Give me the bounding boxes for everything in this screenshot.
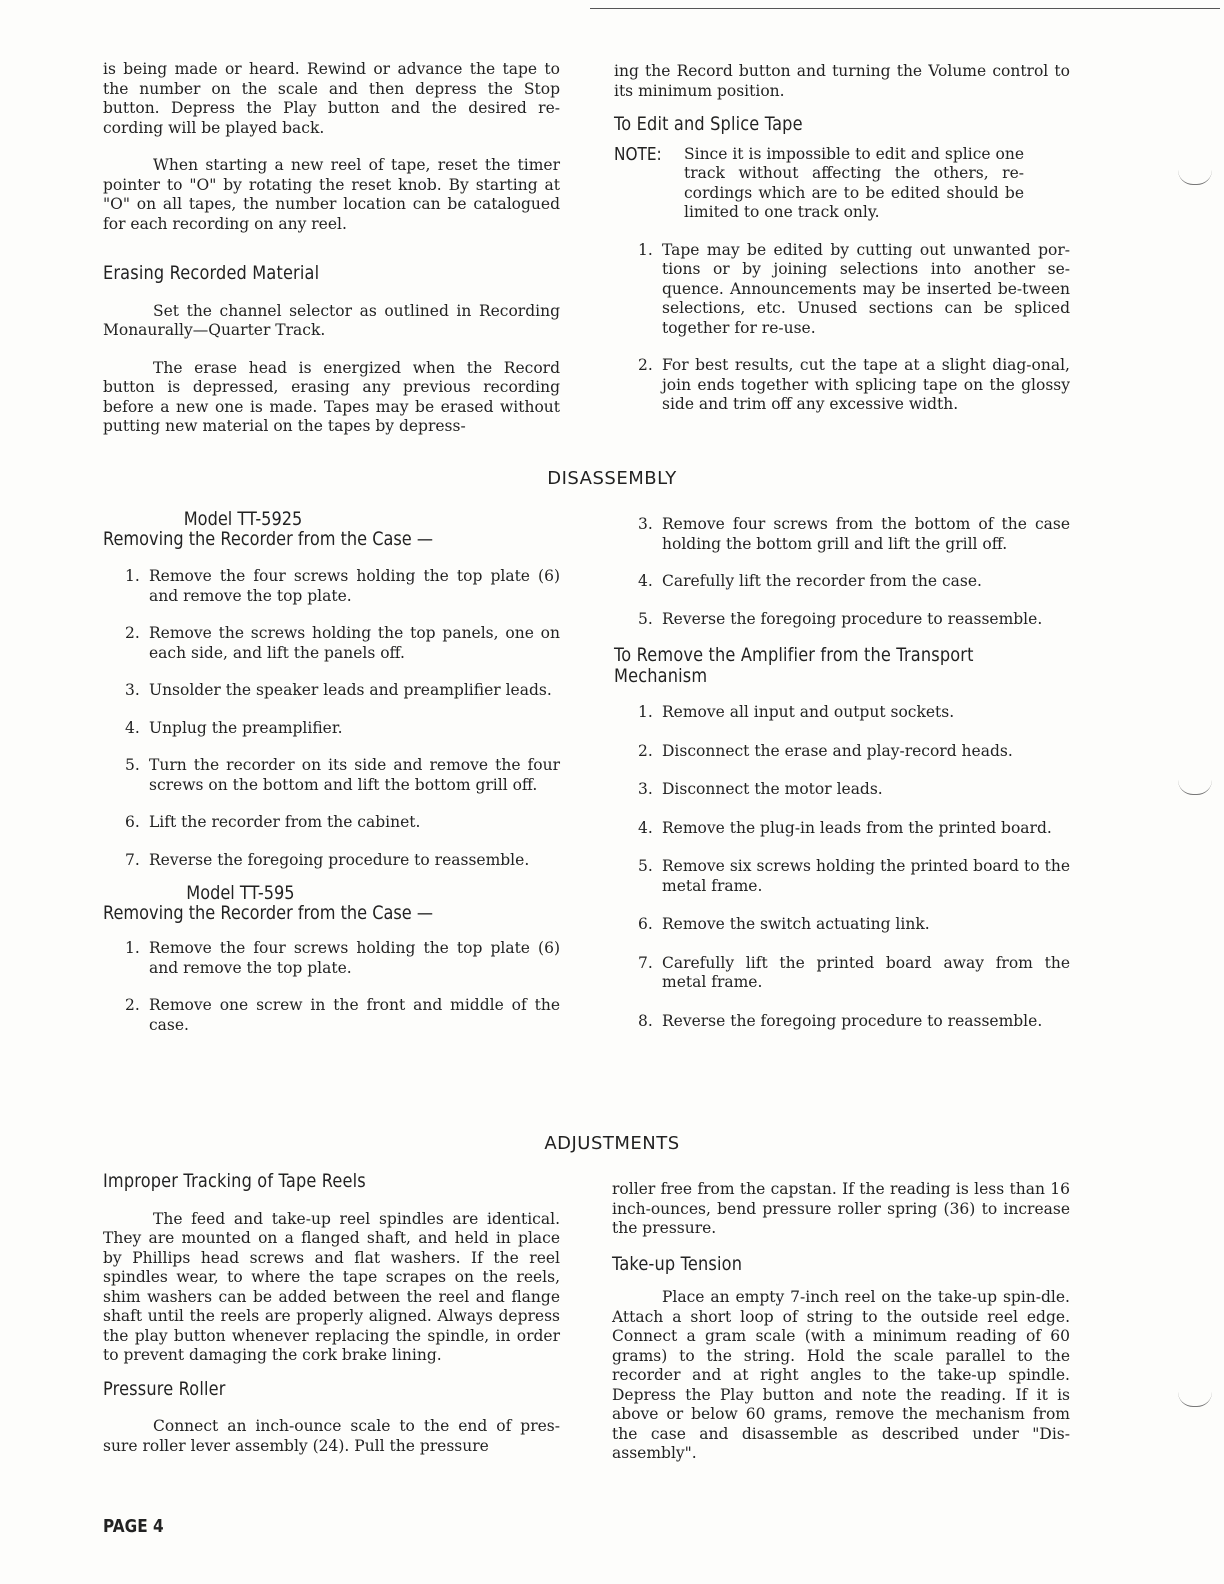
item-text: Remove the plug-in leads from the printed board. [662,818,1052,837]
paragraph: The erase head is energized when the Record button is depressed, erasing any previous recording before a new one is made. Tapes may be erased without putting new material on the tapes by depress- [103,358,560,435]
section-heading: Improper Tracking of Tape Reels [103,1170,366,1192]
list-item [638,819,1070,839]
list-item [638,703,1070,723]
list-item [125,996,560,1035]
paragraph: The feed and take-up reel spindles are identical. They are mounted on a flanged shaft, and held in place by Phillips head screws and flat washers. If the reel spindles wear, to where the tape scrapes on the reels, shim washers can be added between the reel and flange shaft until the reels are properly aligned. Always depress the play button whenever replacing the spindle, in order to prevent damaging the cork brake lining. [103,1209,560,1364]
right-middle-column [614,515,1070,1031]
item-text: Carefully lift the recorder from the case. [662,572,982,590]
removal-list [103,567,560,870]
removal-list [103,939,560,1035]
item-text: Reverse the foregoing procedure to reassemble. [662,609,1043,628]
note [614,145,1070,223]
item-text: Remove one screw in the front and middle of the case. [149,996,560,1034]
list-item [125,756,560,795]
section-heading: To Remove the Amplifier from the Transport Mechanism [614,644,974,687]
note-label: NOTE: [614,143,662,165]
list-item [638,241,1070,339]
section-heading: To Edit and Splice Tape [614,113,803,135]
item-text: Carefully lift the printed board away from the metal frame. [662,953,1070,991]
item-number: 7. [638,953,653,972]
list-item [638,515,1070,554]
item-text: Remove six screws holding the printed board to the metal frame. [662,857,1070,895]
list-item [125,567,560,606]
list-item [638,780,1070,800]
paragraph: is being made or heard. Rewind or advance the tape to the number on the scale and then depress the Stop button. Depress the Play button and the desired re-cording will be played back. [103,60,560,137]
left-top-column [103,60,560,437]
item-text: Unsolder the speaker leads and preamplifier leads. [149,681,552,699]
item-number: 6. [638,915,653,933]
item-number: 7. [125,850,140,869]
paragraph: Set the channel selector as outlined in Recording Monaurally—Quarter Track. [103,301,560,339]
list-item [638,572,1070,592]
list-item [125,851,560,871]
item-number: 2. [125,624,140,642]
item-text: Remove four screws from the bottom of the case holding the bottom grill and lift the grill off. [662,515,1070,553]
section-heading: Pressure Roller [103,1377,226,1400]
item-text: Remove the screws holding the top panels, one on each side, and lift the panels off. [149,624,560,662]
page-number: PAGE 4 [103,1516,164,1537]
amplifier-list [614,703,1070,1031]
item-number: 4. [638,818,653,837]
item-text: Remove the four screws holding the top plate (6) and remove the top plate. [149,567,560,605]
item-text: Reverse the foregoing procedure to reassemble. [149,850,530,869]
item-text: Unplug the preamplifier. [149,718,343,737]
edit-list [614,241,1070,415]
adjustments-heading: ADJUSTMENTS [544,1133,680,1154]
list-item [638,356,1070,415]
item-text: Disconnect the erase and play-record heads. [662,741,1013,760]
section-heading: Take-up Tension [612,1252,743,1275]
list-item [638,954,1070,993]
item-text: Tape may be edited by cutting out unwanted por-tions or by joining selections into another se-quence. Announcements may be inserted be-tween selections, etc. Unused sections can be spliced together for re-use. [662,240,1070,337]
item-text: Turn the recorder on its side and remove the four screws on the bottom and lift the bottom grill off. [149,756,560,794]
model-label: Model TT-595 [186,882,295,904]
section-heading: Erasing Recorded Material [103,262,320,284]
subsection-title: Removing the Recorder from the Case — [103,901,434,924]
note-text: Since it is impossible to edit and splice one track without affecting the others, re-cordings which are to be edited should be limited to one track only. [684,144,1024,221]
item-text: Remove all input and output sockets. [662,703,955,721]
list-item [638,610,1070,630]
disassembly-heading: DISASSEMBLY [547,468,677,489]
item-number: 5. [638,609,653,628]
model-label: Model TT-5925 [183,508,303,530]
item-number: 5. [638,857,653,875]
item-number: 3. [638,780,653,798]
list-item [638,1012,1070,1032]
item-number: 2. [638,356,653,374]
right-top-column [614,62,1070,415]
binder-hole-mark [1178,780,1212,795]
item-number: 1. [638,703,653,721]
item-text: Lift the recorder from the cabinet. [149,813,421,831]
item-text: Remove the switch actuating link. [662,915,930,933]
list-item [125,719,560,739]
item-number: 4. [638,572,653,590]
list-item [638,915,1070,935]
list-item [125,624,560,663]
list-item [125,681,560,701]
item-number: 3. [125,681,140,699]
list-item [638,857,1070,896]
binder-hole-mark [1178,1392,1212,1407]
item-text: Remove the four screws holding the top plate (6) and remove the top plate. [149,939,560,977]
item-number: 1. [125,567,140,585]
paragraph: roller free from the capstan. If the reading is less than 16 inch-ounces, bend pressure roller spring (36) to increase the pressure. [612,1180,1070,1237]
paragraph: Connect an inch-ounce scale to the end of pres-sure roller lever assembly (24). Pull the pressure [103,1417,560,1455]
paragraph: When starting a new reel of tape, reset the timer pointer to "O" by rotating the reset knob. By starting at "O" on all tapes, the number location can be catalogued for each recording on any reel. [103,156,560,233]
left-middle-column [103,510,560,1035]
subsection-title: Removing the Recorder from the Case — [103,527,434,550]
item-number: 5. [125,756,140,774]
paragraph: Place an empty 7-inch reel on the take-up spin-dle. Attach a short loop of string to the outside reel edge. Connect a gram scale (with a minimum reading of 60 grams) to the string. Hold the scale parallel to the recorder and at right angles to the take-up spindle. Depress the Play button and note the reading. If it is above or below 60 grams, remove the mechanism from the case and disassemble as described under "Dis-assembly". [612,1288,1070,1462]
item-number: 8. [638,1011,653,1030]
list-item [125,939,560,978]
item-number: 2. [638,741,653,760]
item-number: 2. [125,996,140,1014]
item-number: 4. [125,718,140,737]
item-number: 6. [125,813,140,831]
list-item [125,813,560,833]
item-number: 3. [638,515,653,533]
binder-hole-mark [1178,170,1212,185]
item-number: 1. [638,240,653,259]
item-text: For best results, cut the tape at a slight diag-onal, join ends together with splicing tape on the glossy side and trim off any excessive width. [662,356,1070,413]
item-text: Reverse the foregoing procedure to reassemble. [662,1011,1043,1030]
item-number: 1. [125,939,140,957]
removal-list-continued [614,515,1070,629]
right-bottom-column [612,1180,1070,1464]
list-item [638,742,1070,762]
paragraph: ing the Record button and turning the Volume control to its minimum position. [614,62,1070,100]
item-text: Disconnect the motor leads. [662,780,883,798]
left-bottom-column [103,1172,560,1456]
top-border-line [590,8,1220,9]
